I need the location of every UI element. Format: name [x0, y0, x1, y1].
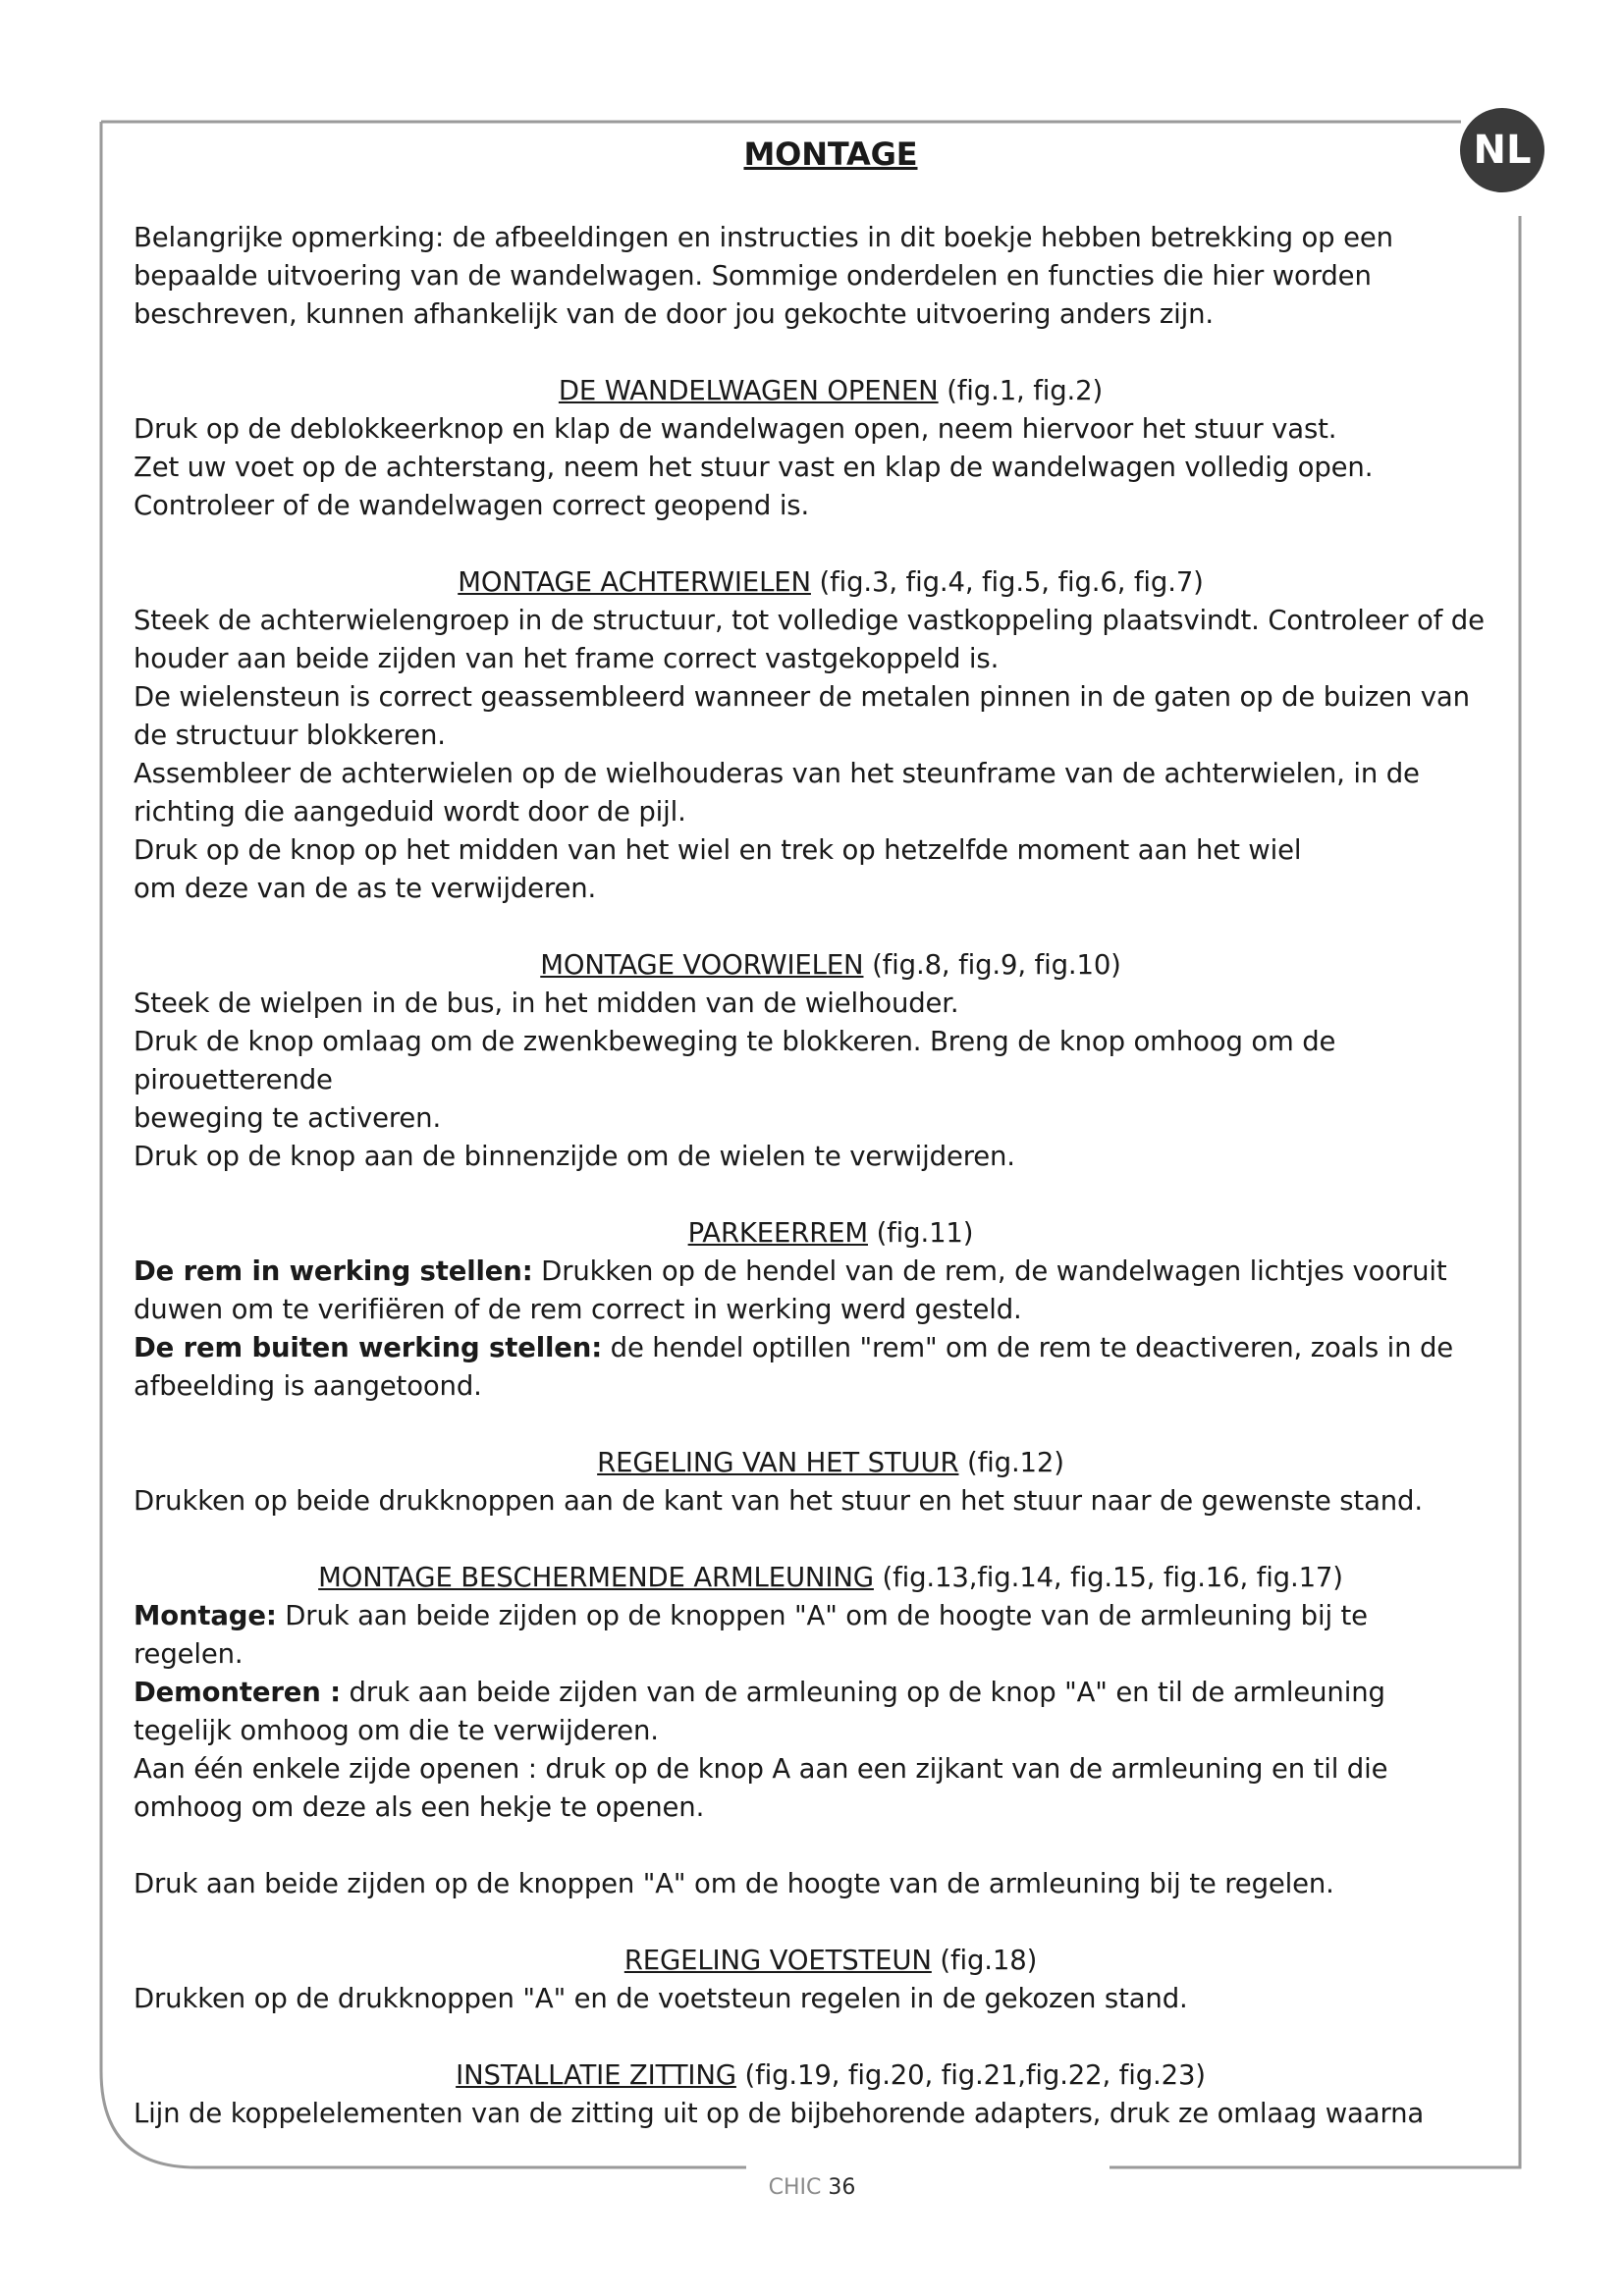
body-line — [134, 1253, 1528, 1291]
body-line: omhoog om deze als een hekje te openen. — [134, 1791, 705, 1823]
section-heading — [134, 946, 1528, 985]
section-armrest — [134, 1559, 1528, 1903]
body-line: Drukken op de drukknoppen "A" en de voetsteun regelen in de gekozen stand. — [134, 1983, 1188, 2014]
language-badge: NL — [1473, 128, 1532, 173]
body-line: de structuur blokkeren. — [134, 720, 446, 751]
section-parking-brake — [134, 1214, 1528, 1406]
heading-text: PARKEERREM — [687, 1217, 868, 1249]
heading-text: MONTAGE VOORWIELEN — [540, 949, 864, 981]
body-line: richting die aangeduid wordt door de pijl. — [134, 796, 686, 828]
body-line: Steek de achterwielengroep in de structuur, tot volledige vastkoppeling plaatsvindt. Controleer of de — [134, 605, 1485, 636]
page-title: MONTAGE — [743, 135, 918, 173]
fig-refs: (fig.3, fig.4, fig.5, fig.6, fig.7) — [810, 566, 1204, 598]
body-line — [134, 1674, 1528, 1712]
intro-line: bepaalde uitvoering van de wandelwagen. Sommige onderdelen en functies die hier worden — [134, 260, 1372, 292]
page-number: 36 — [828, 2175, 856, 2200]
mount-text: Druk aan beide zijden op de knoppen "A" om de hoogte van de armleuning bij te — [276, 1600, 1368, 1631]
page-footer — [0, 2175, 1624, 2200]
section-heading — [134, 1559, 1528, 1597]
heading-text: INSTALLATIE ZITTING — [456, 2059, 736, 2091]
mount-label: Montage: — [134, 1600, 277, 1631]
footer-brand: CHIC — [768, 2175, 822, 2200]
body-line: Controleer of de wandelwagen correct geopend is. — [134, 490, 810, 521]
intro-section — [134, 219, 1528, 334]
brake-off-text: de hendel optillen "rem" om de rem te deactiveren, zoals in de — [602, 1332, 1454, 1363]
fig-refs: (fig.19, fig.20, fig.21,fig.22, fig.23) — [735, 2059, 1206, 2091]
heading-text: REGELING VOETSTEUN — [623, 1945, 932, 1976]
body-line: Drukken op beide drukknoppen aan de kant van het stuur en het stuur naar de gewenste stand. — [134, 1485, 1423, 1517]
body-line: houder aan beide zijden van het frame correct vastgekoppeld is. — [134, 643, 1000, 674]
dismount-label: Demonteren : — [134, 1677, 341, 1708]
section-front-wheels — [134, 946, 1528, 1176]
brake-off-label: De rem buiten werking stellen: — [134, 1332, 603, 1363]
fig-refs: (fig.13,fig.14, fig.15, fig.16, fig.17) — [873, 1562, 1343, 1593]
section-heading — [134, 1444, 1528, 1482]
section-heading — [134, 1214, 1528, 1253]
heading-text: DE WANDELWAGEN OPENEN — [558, 375, 939, 406]
fig-refs: (fig.8, fig.9, fig.10) — [863, 949, 1121, 981]
section-handle — [134, 1444, 1528, 1521]
body-line: Druk op de deblokkeerknop en klap de wandelwagen open, neem hiervoor het stuur vast. — [134, 413, 1337, 445]
body-line — [134, 1597, 1528, 1635]
content — [134, 133, 1528, 2171]
body-line: Druk op de knop aan de binnenzijde om de wielen te verwijderen. — [134, 1141, 1015, 1172]
body-line: tegelijk omhoog om die te verwijderen. — [134, 1715, 659, 1746]
section-heading — [134, 563, 1528, 602]
body-line: om deze van de as te verwijderen. — [134, 873, 597, 904]
heading-text: REGELING VAN HET STUUR — [597, 1447, 959, 1478]
section-heading — [134, 2056, 1528, 2095]
body-line: beweging te activeren. — [134, 1102, 442, 1134]
body-line: Assembleer de achterwielen op de wielhouderas van het steunframe van de achterwielen, in de — [134, 758, 1420, 789]
brake-on-text: Drukken op de hendel van de rem, de wandelwagen lichtjes vooruit — [532, 1255, 1447, 1287]
fig-refs: (fig.11) — [867, 1217, 974, 1249]
fig-refs: (fig.1, fig.2) — [938, 375, 1104, 406]
spacer — [134, 1827, 1528, 1865]
body-line: Zet uw voet op de achterstang, neem het stuur vast en klap de wandelwagen volledig open. — [134, 452, 1374, 483]
body-line: Druk de knop omlaag om de zwenkbeweging te blokkeren. Breng de knop omhoog om de pirouetterende — [134, 1026, 1336, 1095]
section-heading — [134, 1942, 1528, 1980]
body-line: Aan één enkele zijde openen : druk op de knop A aan een zijkant van de armleuning en til die — [134, 1753, 1388, 1785]
body-line: duwen om te verifiëren of de rem correct in werking werd gesteld. — [134, 1294, 1022, 1325]
intro-line: Belangrijke opmerking: de afbeeldingen en instructies in dit boekje hebben betrekking op een — [134, 222, 1393, 253]
body-line: Steek de wielpen in de bus, in het midden van de wielhouder. — [134, 988, 959, 1019]
body-line: Druk op de knop op het midden van het wiel en trek op hetzelfde moment aan het wiel — [134, 834, 1302, 866]
heading-text: MONTAGE ACHTERWIELEN — [458, 566, 811, 598]
intro-line: beschreven, kunnen afhankelijk van de door jou gekochte uitvoering anders zijn. — [134, 298, 1214, 330]
section-rear-wheels — [134, 563, 1528, 908]
section-footrest — [134, 1942, 1528, 2018]
section-seat — [134, 2056, 1528, 2133]
body-line: De wielensteun is correct geassembleerd wanneer de metalen pinnen in de gaten op de buizen van — [134, 681, 1470, 713]
dismount-text: druk aan beide zijden van de armleuning op de knop "A" en til de armleuning — [340, 1677, 1385, 1708]
body-line: afbeelding is aangetoond. — [134, 1370, 482, 1402]
heading-text: MONTAGE BESCHERMENDE ARMLEUNING — [318, 1562, 874, 1593]
section-heading — [134, 372, 1528, 410]
fig-refs: (fig.18) — [931, 1945, 1038, 1976]
body-line — [134, 1329, 1528, 1367]
section-open — [134, 372, 1528, 525]
fig-refs: (fig.12) — [958, 1447, 1064, 1478]
body-line: regelen. — [134, 1638, 244, 1670]
body-line: Druk aan beide zijden op de knoppen "A" om de hoogte van de armleuning bij te regelen. — [134, 1868, 1334, 1899]
brake-on-label: De rem in werking stellen: — [134, 1255, 533, 1287]
body-line: Lijn de koppelelementen van de zitting uit op de bijbehorende adapters, druk ze omlaag waarna — [134, 2098, 1425, 2129]
